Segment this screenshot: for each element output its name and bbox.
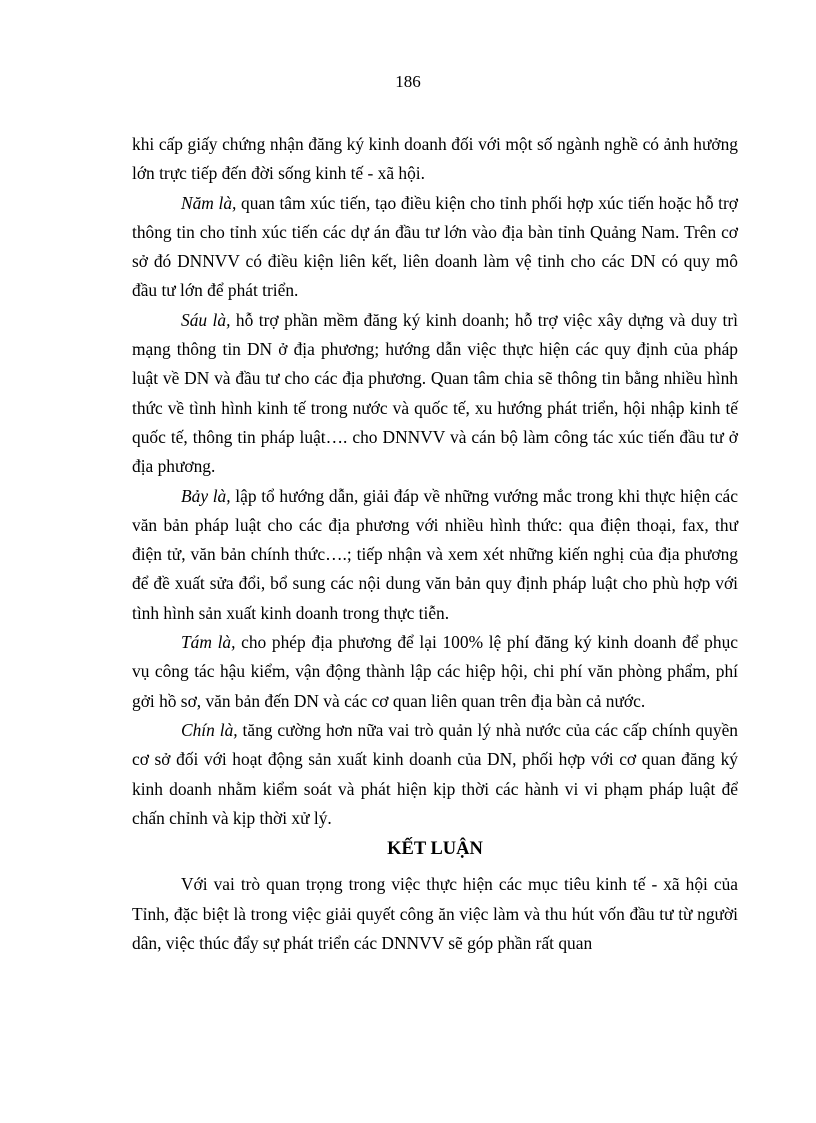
- paragraph-sau-la: [132, 306, 738, 482]
- paragraph-continuation: [132, 130, 738, 189]
- paragraph-nam-la: [132, 189, 738, 306]
- section-heading-conclusion: KẾT LUẬN: [387, 839, 483, 860]
- paragraph-text: quan tâm xúc tiến, tạo điều kiện cho tỉnh phối hợp xúc tiến hoặc hỗ trợ thông tin cho tỉnh xúc tiến các dự án đầu tư lớn vào địa bàn tỉnh Quảng Nam. Trên cơ sở đó DNNVV có điều kiện liên kết, liên doanh làm vệ tinh cho các DN có quy mô đầu tư lớn để phát triển.: [132, 192, 738, 301]
- paragraph-lead: Tám là,: [181, 632, 236, 653]
- paragraph-lead: Sáu là,: [181, 309, 231, 330]
- paragraph-lead: Chín là,: [181, 719, 238, 740]
- paragraph-bay-la: [132, 482, 738, 628]
- paragraph-text: Với vai trò quan trọng trong việc thực hiện các mục tiêu kinh tế - xã hội của Tỉnh, đặc biệt là trong việc giải quyết công ăn việc làm và thu hút vốn đầu tư từ người dân, việc thúc đẩy sự phát triển các DNNVV sẽ góp phần rất quan: [132, 874, 738, 954]
- paragraph-conclusion: [132, 870, 738, 958]
- paragraph-lead: Năm là,: [181, 192, 237, 213]
- paragraph-tam-la: [132, 628, 738, 716]
- paragraph-text: khi cấp giấy chứng nhận đăng ký kinh doanh đối với một số ngành nghề có ảnh hưởng lớn trực tiếp đến đời sống kinh tế - xã hội.: [132, 134, 738, 184]
- paragraph-lead: Bảy là,: [181, 485, 231, 506]
- paragraph-text: tăng cường hơn nữa vai trò quản lý nhà nước của các cấp chính quyền cơ sở đối với hoạt động sản xuất kinh doanh của DN, phối hợp với cơ quan đăng ký kinh doanh nhằm kiểm soát và phát hiện kịp thời các hành vi vi phạm pháp luật để chấn chỉnh và kịp thời xử lý.: [132, 719, 738, 828]
- paragraph-text: hỗ trợ phần mềm đăng ký kinh doanh; hỗ trợ việc xây dựng và duy trì mạng thông tin DN ở địa phương; hướng dẫn việc thực hiện các quy định của pháp luật về DN và đầu tư cho các địa phương. Quan tâm chia sẽ thông tin bằng nhiều hình thức về tình hình kinh tế trong nước và quốc tế, xu hướng phát triển, hội nhập kinh tế quốc tế, thông tin pháp luật…. cho DNNVV và cán bộ làm công tác xúc tiến đầu tư ở địa phương.: [132, 309, 738, 477]
- paragraph-text: cho phép địa phương để lại 100% lệ phí đăng ký kinh doanh để phục vụ công tác hậu kiểm, vận động thành lập các hiệp hội, chi phí văn phòng phẩm, phí gởi hồ sơ, văn bản đến DN và các cơ quan liên quan trên địa bàn cả nước.: [132, 632, 738, 711]
- page-number: 186: [395, 72, 421, 91]
- paragraph-chin-la: [132, 716, 738, 833]
- paragraph-text: lập tổ hướng dẫn, giải đáp về những vướng mắc trong khi thực hiện các văn bản pháp luật cho các địa phương với nhiều hình thức: qua điện thoại, fax, thư điện tử, văn bản chính thức….; tiếp nhận và xem xét những kiến nghị của địa phương để đề xuất sửa đổi, bổ sung các nội dung văn bản quy định pháp luật cho phù hợp với tình hình sản xuất kinh doanh trong thực tiễn.: [132, 485, 738, 623]
- body-text: [132, 130, 738, 958]
